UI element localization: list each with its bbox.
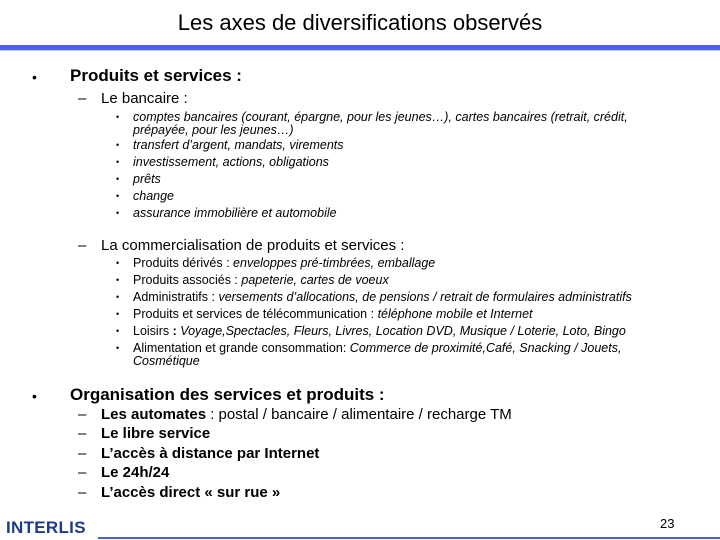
commercial-item-6-line2: Cosmétique (133, 354, 200, 368)
list-bullet: • (116, 343, 120, 353)
banking-item-1-line2: prépayée, pour les jeunes…) (133, 123, 294, 137)
section2-heading: Organisation des services et produits : (70, 385, 385, 404)
list-bullet: • (116, 174, 120, 184)
interlis-logo: INTERLIS (6, 518, 86, 537)
list-bullet: • (116, 112, 120, 122)
item-detail: Commerce de proximité,Café, Snacking / Jouets, (349, 341, 622, 355)
banking-item-6: assurance immobilière et automobile (133, 206, 337, 220)
list-bullet: • (116, 258, 120, 268)
banking-item-1-line1: comptes bancaires (courant, épargne, pour les jeunes…), cartes bancaires (retrait, crédit, (133, 110, 628, 124)
commercial-item-2 (133, 273, 389, 288)
commercial-item-3 (133, 290, 632, 305)
list-bullet: • (116, 275, 120, 285)
item-lead: Alimentation et grande consommation: (133, 341, 350, 355)
page-number: 23 (660, 516, 675, 531)
item-colon: : (172, 324, 181, 338)
item-lead: Loisirs (133, 324, 173, 338)
list-dash: – (78, 425, 87, 442)
list-bullet: • (116, 208, 120, 218)
organisation-item-1 (101, 406, 512, 424)
organisation-item-4: Le 24h/24 (101, 464, 170, 481)
banking-item-3: investissement, actions, obligations (133, 155, 329, 169)
item-lead: Les automates (101, 406, 207, 423)
item-lead: Administratifs : (133, 290, 219, 304)
organisation-item-3: L’accès à distance par Internet (101, 445, 320, 462)
list-bullet: • (116, 157, 120, 167)
item-detail: Voyage,Spectacles, Fleurs, Livres, Location DVD, Musique / Loterie, Loto, Bingo (180, 324, 626, 338)
list-dash: – (78, 406, 87, 423)
section1-bullet: • (32, 69, 37, 85)
sub1-label: Le bancaire : (101, 90, 188, 107)
list-bullet: • (116, 326, 120, 336)
commercial-item-6 (133, 341, 621, 356)
banking-item-5: change (133, 189, 175, 203)
footer-divider (98, 537, 720, 539)
banking-item-2: transfert d’argent, mandats, virements (133, 138, 344, 152)
item-detail: téléphone mobile et Internet (377, 307, 533, 321)
slide-title: Les axes de diversifications observés (177, 10, 543, 35)
item-detail: : postal / bancaire / alimentaire / recharge TM (206, 406, 512, 423)
title-divider-shadow (0, 50, 720, 51)
sub2-label: La commercialisation de produits et services : (101, 237, 405, 254)
list-bullet: • (116, 292, 120, 302)
section1-heading: Produits et services : (70, 66, 242, 85)
commercial-item-4 (133, 307, 533, 322)
item-lead: Produits et services de télécommunication : (133, 307, 378, 321)
banking-item-4: prêts (133, 172, 161, 186)
list-bullet: • (116, 140, 120, 150)
list-dash: – (78, 484, 87, 501)
item-detail: enveloppes pré-timbrées, emballage (233, 256, 436, 270)
item-detail: papeterie, cartes de voeux (241, 273, 389, 287)
list-bullet: • (116, 309, 120, 319)
list-bullet: • (116, 191, 120, 201)
section2-bullet: • (32, 388, 37, 404)
list-dash: – (78, 445, 87, 462)
organisation-item-2: Le libre service (101, 425, 211, 442)
organisation-item-5: L’accès direct « sur rue » (101, 484, 281, 501)
commercial-item-5 (133, 324, 626, 339)
list-dash: – (78, 464, 87, 481)
sub1-dash: – (78, 90, 87, 107)
sub2-dash: – (78, 237, 87, 254)
item-lead: Produits associés : (133, 273, 242, 287)
commercial-item-1 (133, 256, 435, 271)
item-lead: Produits dérivés : (133, 256, 234, 270)
item-detail: versements d’allocations, de pensions / retrait de formulaires administratifs (218, 290, 632, 304)
